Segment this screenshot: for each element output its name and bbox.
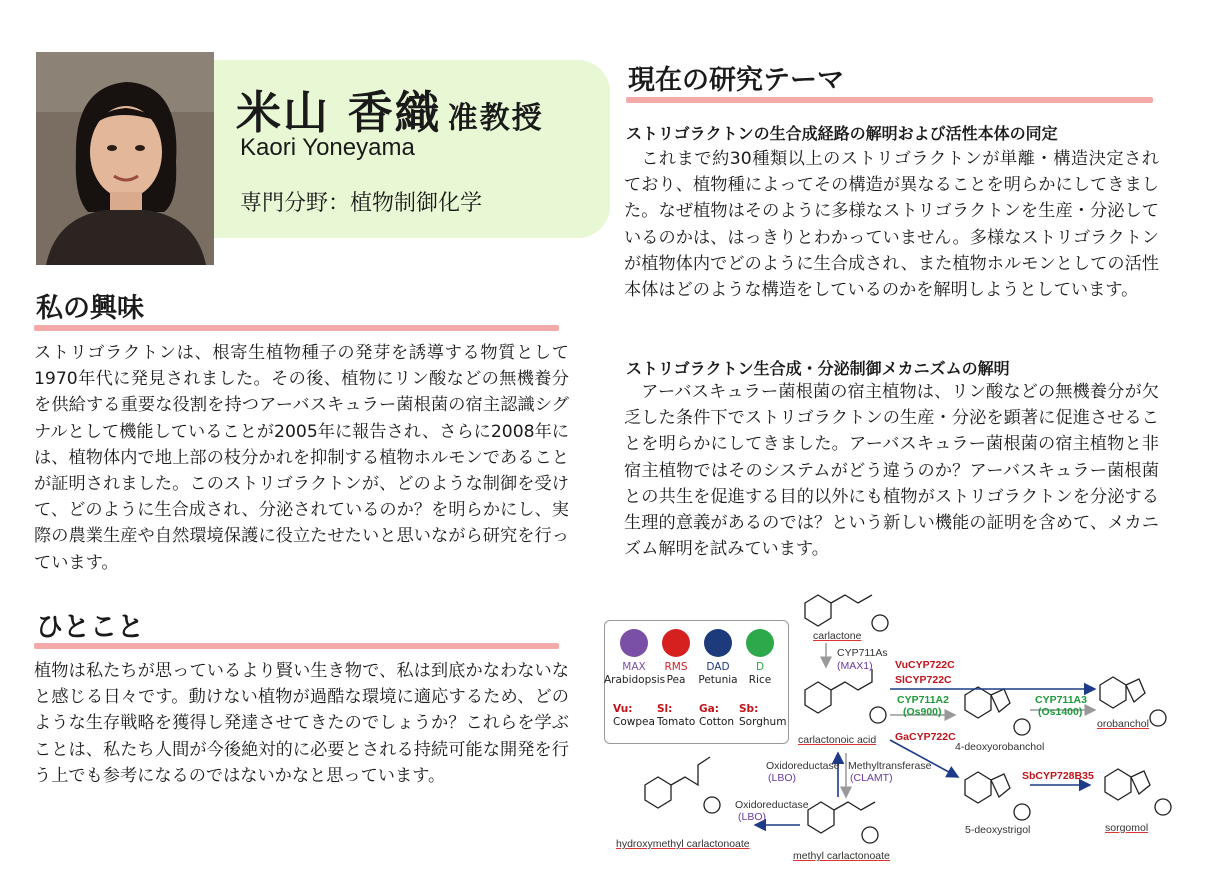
deoxyorobanchol-structure bbox=[965, 687, 1030, 735]
topic-text-biosynthesis: これまで約30種類以上のストリゴラクトンが単離・構造決定されており、植物種によってその構造が異なることを明らかにしてきました。なぜ植物はそのように多様なストリゴラクトンを生産・分泌しているのかは、はっきりとわかっていません。多様なストリゴラクトンが植物体内でどのように生合成され、また植物ホルモンとしての活性本体はどのような構造をしているのかを解明しようとしています。 bbox=[624, 149, 1159, 301]
specialty-field: 専門分野：植物制御化学 bbox=[240, 191, 483, 216]
label-vucyp722c: VuCYP722C bbox=[895, 659, 955, 671]
carlactonoic-acid-structure bbox=[805, 669, 886, 723]
label-slcyp722c: SlCYP722C bbox=[895, 674, 952, 686]
label-lbo: (LBO) bbox=[768, 772, 797, 784]
label-sbcyp728b35: SbCYP728B35 bbox=[1022, 770, 1094, 782]
hydroxymethyl-carlactonoate-structure bbox=[645, 757, 720, 813]
label-hydroxymethyl-carlactonoate: hydroxymethyl carlactonoate bbox=[616, 838, 750, 850]
topic-title-biosynthesis: ストリゴラクトンの生合成経路の解明および活性本体の同定 bbox=[626, 124, 1058, 143]
legend-abbrev-ga: Ga: Cotton bbox=[699, 703, 735, 728]
legend-abbrev-sl: Sl: Tomato bbox=[657, 703, 696, 728]
label-os1400: (Os1400) bbox=[1038, 706, 1083, 718]
label-carlactone: carlactone bbox=[813, 630, 862, 642]
label-cyp711a2: CYP711A2 bbox=[897, 694, 949, 706]
professor-name bbox=[236, 76, 544, 141]
topic-text-regulation: アーバスキュラー菌根菌の宿主植物は、リン酸などの無機養分が欠乏した条件下でストリゴラクトンの生産・分泌を顕著に促進させることを明らかにしてきました。アーバスキュラー菌根菌の宿主植物と非宿主植物ではそのシステムがどう違うのか？アーバスキュラー菌根菌との共生を促進する目的以外にも植物がストリゴラクトンを分泌する生理的意義があるのでは？という新しい機能の証明を含めて、メカニズム解明を試みています。 bbox=[624, 382, 1159, 560]
label-max1: (MAX1) bbox=[837, 660, 873, 672]
label-os900: (Os900) bbox=[903, 706, 942, 718]
comment-heading: ひとこと bbox=[36, 612, 144, 643]
interest-rule bbox=[34, 325, 559, 331]
label-orobanchol: orobanchol bbox=[1097, 718, 1149, 730]
research-rule bbox=[626, 97, 1153, 103]
label-methyltransferase: Methyltransferase bbox=[848, 760, 932, 772]
label-cyp711a3: CYP711A3 bbox=[1035, 694, 1087, 706]
pathway-diagram bbox=[590, 585, 1190, 875]
legend-gene-dad: DAD Petunia bbox=[698, 661, 738, 686]
academic-rank: 准教授 bbox=[447, 101, 544, 136]
label-5-deoxystrigol: 5-deoxystrigol bbox=[965, 824, 1031, 836]
sorgomol-structure bbox=[1105, 769, 1171, 815]
comment-text: 植物は私たちが思っているより賢い生き物で、私は到底かなわないなと感じる日々です。動けない植物が過酷な環境に適応するため、どのような生存戦略を獲得し発達させてきたのでしょうか？これらを学ぶことは、私たち人間が今後絶対的に必要とされる持続可能な開発を行う上でも参考になるのではないかなと思っています。 bbox=[34, 661, 569, 786]
topic-title-regulation: ストリゴラクトン生合成・分泌制御メカニズムの解明 bbox=[626, 359, 1010, 378]
label-gacyp722c: GaCYP722C bbox=[895, 731, 956, 743]
label-lbo-2: (LBO) bbox=[738, 811, 767, 823]
label-clamt: (CLAMT) bbox=[850, 772, 893, 784]
name-romanized: Kaori Yoneyama bbox=[240, 134, 415, 161]
comment-rule bbox=[34, 643, 559, 649]
label-oxidoreductase: Oxidoreductase bbox=[766, 760, 840, 772]
methyl-carlactonoate-structure bbox=[808, 802, 878, 843]
label-sorgomol: sorgomol bbox=[1105, 822, 1149, 834]
carlactone-structure bbox=[805, 595, 888, 631]
label-4-deoxyorobanchol: 4-deoxyorobanchol bbox=[955, 741, 1045, 753]
label-methyl-carlactonoate: methyl carlactonoate bbox=[793, 850, 890, 862]
legend-abbrev-sb: Sb: Sorghum bbox=[739, 703, 787, 728]
label-carlactonoic-acid: carlactonoic acid bbox=[798, 734, 877, 746]
legend-gene-max: MAX Arabidopsis bbox=[604, 661, 666, 686]
legend-gene-d: D Rice bbox=[748, 661, 772, 686]
interest-heading: 私の興味 bbox=[36, 293, 144, 324]
name-ja: 米山 香織 bbox=[236, 86, 442, 139]
legend-abbrev-vu: Vu: Cowpea bbox=[613, 703, 655, 728]
label-cyp711as: CYP711As bbox=[837, 647, 888, 659]
legend-gene-rms: RMS Pea bbox=[664, 661, 688, 686]
deoxystrigol-structure bbox=[965, 772, 1030, 820]
interest-text: ストリゴラクトンは、根寄生植物種子の発芽を誘導する物質として1970年代に発見されました。その後、植物にリン酸などの無機養分を供給する重要な役割を持つアーバスキュラー菌根菌の宿主認識シグナルとして機能していることが2005年に報告され、さらに2008年には、植物体内で地上部の枝分かれを抑制する植物ホルモンであることが証明されました。このストリゴラクトンが、どのような制御を受けて、どのように生合成され、分泌されているのか？を明らかにし、実際の農業生産や自然環境保護に役立たせたいと思いながら研究を行っています。 bbox=[34, 343, 569, 573]
label-oxidoreductase-2: Oxidoreductase bbox=[735, 799, 809, 811]
research-heading: 現在の研究テーマ bbox=[628, 65, 844, 96]
profile-photo bbox=[36, 52, 214, 265]
